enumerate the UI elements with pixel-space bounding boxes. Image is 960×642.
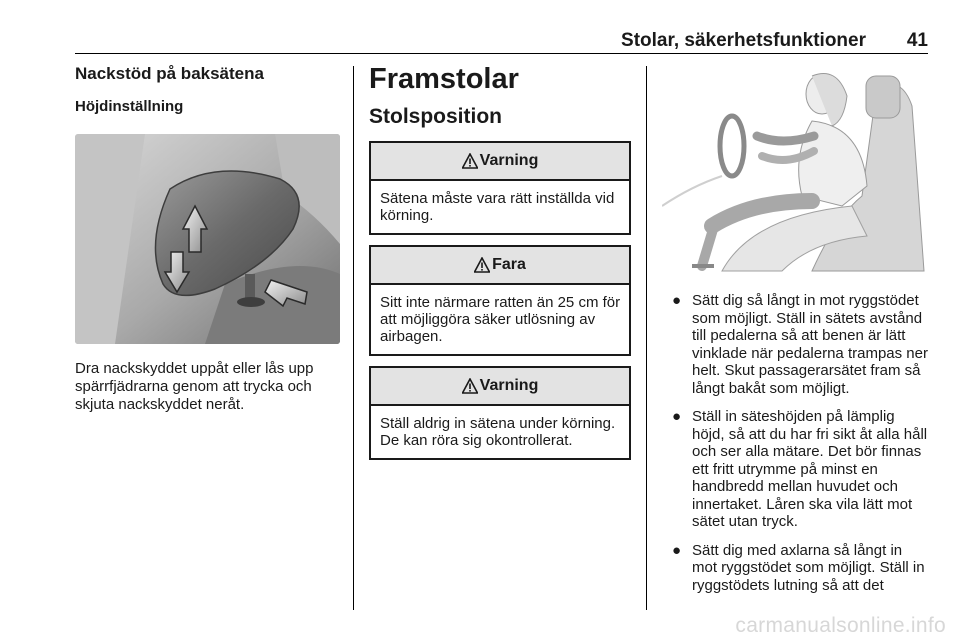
danger-text: Sitt inte närmare ratten än 25 cm för att möjliggöra säker utlösning av airbagen. [380,294,621,345]
warning-box-2 [369,366,631,460]
watermark: carmanualsonline.info [735,614,946,637]
page-number: 41 [906,30,928,51]
warning-box [369,141,631,235]
right-column [662,66,928,605]
warning-box-header-2 [371,368,629,406]
warning-text-2: Ställ aldrig in sätena under körning. De kan röra sig okontrollerat. [380,415,616,449]
danger-box [369,245,631,356]
list-item: ● Ställ in säteshöjden på lämplig höjd, så att du har fri sikt åt alla håll och ser alla mätare. Det bör finnas ett fritt utrymme på minst en handbredd mellan huvudet och innertaket. Låren ska vila lätt mot sätet utan tryck. [672,408,928,530]
bullet: ● [672,408,682,425]
danger-box-header [371,247,629,285]
chapter-title: Framstolar [369,63,519,95]
warning-label: Varning [479,152,539,169]
section-title: Nackstöd på baksätena [75,64,264,83]
section-title-seat-position: Stolsposition [369,105,502,128]
warning-triangle-icon [462,153,478,169]
driver-seated-illustration [662,66,926,276]
page-header [75,30,928,52]
list-item: ● Sätt dig så långt in mot ryggstödet som möjligt. Ställ in sätets avstånd till pedalerna så att benen är lätt vinklade när pedalerna trampas ner helt. Skut passagerarsätet fram så långt bakåt som möjligt. [672,292,928,397]
middle-column [369,62,631,460]
warning-triangle-icon [474,257,490,273]
warning-triangle-icon [462,378,478,394]
header-rule [75,53,928,54]
danger-label: Fara [492,256,526,273]
seat-adjust-list [662,292,928,594]
subsection-title: Höjdinställning [75,98,184,115]
bullet: ● [672,292,682,309]
warning-label-2: Varning [479,377,539,394]
list-item: ● Sätt dig med axlarna så långt in mot ryggstödet som möjligt. Ställ in ryggstödets lutning så att det [672,541,925,594]
bullet: ● [672,541,682,559]
headrest-instructions: Dra nackskyddet uppåt eller lås upp spärrfjädrarna genom att trycka och skjuta nackskyddet neråt. [75,360,314,413]
headrest-adjust-photo [75,134,340,344]
warning-text: Sätena måste vara rätt inställda vid körning. [380,190,615,224]
column-divider-right [646,66,647,610]
column-divider-left [353,66,354,610]
warning-box-header [371,143,629,181]
left-column [75,64,340,414]
header-title: Stolar, säkerhetsfunktioner [621,30,866,51]
